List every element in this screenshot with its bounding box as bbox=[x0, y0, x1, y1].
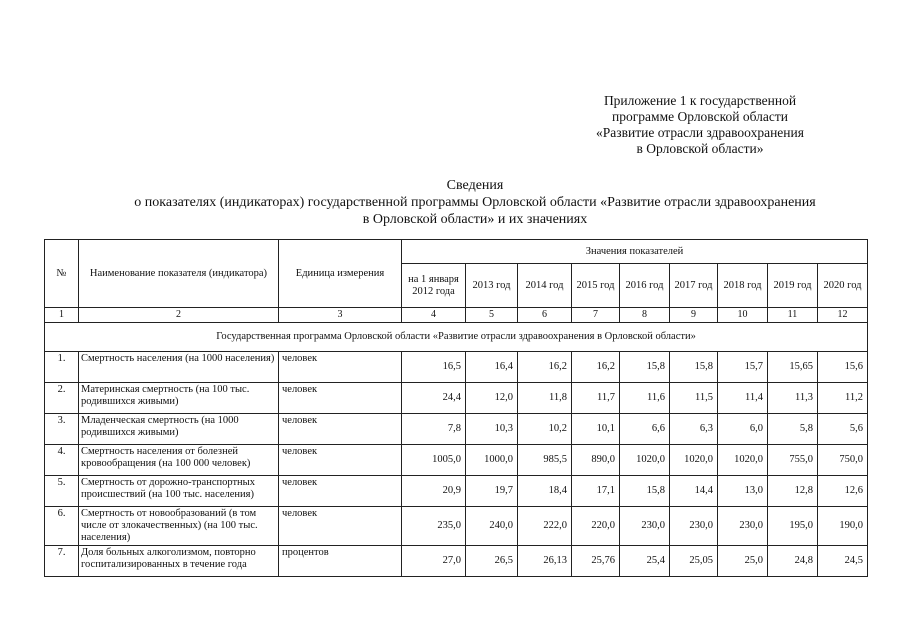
table-row bbox=[45, 352, 868, 383]
column-number: 7 bbox=[572, 308, 620, 323]
table-row bbox=[45, 507, 868, 546]
indicator-value: 15,6 bbox=[818, 352, 868, 383]
indicator-value: 11,2 bbox=[818, 383, 868, 414]
indicator-name: Смертность от дорожно-транспортных происшествий (на 100 тыс. населения) bbox=[79, 476, 279, 507]
row-number: 2. bbox=[45, 383, 79, 414]
row-number: 7. bbox=[45, 546, 79, 577]
indicator-name: Смертность населения от болезней кровообращения (на 100 000 человек) bbox=[79, 445, 279, 476]
indicator-value: 16,4 bbox=[466, 352, 518, 383]
header-year: 2019 год bbox=[768, 264, 818, 308]
indicator-value: 190,0 bbox=[818, 507, 868, 546]
indicator-value: 10,2 bbox=[518, 414, 572, 445]
indicator-value: 755,0 bbox=[768, 445, 818, 476]
header-indicator-name: Наименование показателя (индикатора) bbox=[79, 240, 279, 308]
appendix-line: в Орловской области» bbox=[636, 141, 764, 156]
appendix-line: Приложение 1 к государственной bbox=[603, 93, 797, 108]
indicator-unit: процентов bbox=[279, 546, 402, 577]
indicator-value: 18,4 bbox=[518, 476, 572, 507]
indicator-value: 24,8 bbox=[768, 546, 818, 577]
appendix-line: «Развитие отрасли здравоохранения bbox=[596, 125, 804, 140]
indicator-value: 890,0 bbox=[572, 445, 620, 476]
indicator-unit: человек bbox=[279, 445, 402, 476]
row-number: 1. bbox=[45, 352, 79, 383]
indicator-value: 24,4 bbox=[402, 383, 466, 414]
column-number: 2 bbox=[79, 308, 279, 323]
table-row bbox=[45, 383, 868, 414]
row-number: 4. bbox=[45, 445, 79, 476]
indicator-value: 5,6 bbox=[818, 414, 868, 445]
header-year: 2016 год bbox=[620, 264, 670, 308]
indicator-value: 6,3 bbox=[670, 414, 718, 445]
header-year: на 1 января 2012 года bbox=[402, 264, 466, 308]
indicator-value: 10,1 bbox=[572, 414, 620, 445]
indicator-value: 15,8 bbox=[620, 352, 670, 383]
column-number: 3 bbox=[279, 308, 402, 323]
indicator-unit: человек bbox=[279, 383, 402, 414]
indicator-value: 195,0 bbox=[768, 507, 818, 546]
table-row bbox=[45, 414, 868, 445]
document-title bbox=[60, 177, 890, 228]
indicator-value: 26,5 bbox=[466, 546, 518, 577]
header-year: 2018 год bbox=[718, 264, 768, 308]
indicator-unit: человек bbox=[279, 352, 402, 383]
indicator-value: 1020,0 bbox=[670, 445, 718, 476]
indicator-name: Младенческая смертность (на 1000 родившихся живыми) bbox=[79, 414, 279, 445]
table-header-row bbox=[45, 240, 868, 264]
indicator-value: 25,0 bbox=[718, 546, 768, 577]
indicator-value: 235,0 bbox=[402, 507, 466, 546]
header-year: 2013 год bbox=[466, 264, 518, 308]
section-row bbox=[45, 323, 868, 352]
column-number: 4 bbox=[402, 308, 466, 323]
indicator-value: 16,5 bbox=[402, 352, 466, 383]
indicator-value: 15,7 bbox=[718, 352, 768, 383]
indicator-value: 5,8 bbox=[768, 414, 818, 445]
indicator-value: 11,8 bbox=[518, 383, 572, 414]
indicator-value: 16,2 bbox=[572, 352, 620, 383]
indicator-name: Смертность населения (на 1000 населения) bbox=[79, 352, 279, 383]
indicator-value: 1020,0 bbox=[620, 445, 670, 476]
indicator-value: 16,2 bbox=[518, 352, 572, 383]
indicator-value: 27,0 bbox=[402, 546, 466, 577]
column-number: 6 bbox=[518, 308, 572, 323]
indicator-value: 26,13 bbox=[518, 546, 572, 577]
indicator-value: 1020,0 bbox=[718, 445, 768, 476]
indicator-value: 11,7 bbox=[572, 383, 620, 414]
indicator-rows bbox=[45, 352, 868, 577]
row-number: 5. bbox=[45, 476, 79, 507]
header-year: 2020 год bbox=[818, 264, 868, 308]
column-number: 1 bbox=[45, 308, 79, 323]
indicator-value: 11,6 bbox=[620, 383, 670, 414]
indicator-value: 15,8 bbox=[620, 476, 670, 507]
indicator-value: 985,5 bbox=[518, 445, 572, 476]
indicator-value: 7,8 bbox=[402, 414, 466, 445]
indicator-value: 6,0 bbox=[718, 414, 768, 445]
indicator-value: 230,0 bbox=[620, 507, 670, 546]
indicator-value: 11,4 bbox=[718, 383, 768, 414]
indicator-value: 15,65 bbox=[768, 352, 818, 383]
indicator-value: 1005,0 bbox=[402, 445, 466, 476]
indicator-unit: человек bbox=[279, 476, 402, 507]
header-no: № bbox=[45, 240, 79, 308]
indicator-value: 240,0 bbox=[466, 507, 518, 546]
row-number: 3. bbox=[45, 414, 79, 445]
indicator-value: 230,0 bbox=[670, 507, 718, 546]
row-number: 6. bbox=[45, 507, 79, 546]
indicator-value: 12,6 bbox=[818, 476, 868, 507]
column-number: 11 bbox=[768, 308, 818, 323]
indicator-name: Смертность от новообразований (в том числе от злокачественных) (на 100 тыс. населения) bbox=[79, 507, 279, 546]
header-year: 2015 год bbox=[572, 264, 620, 308]
indicator-value: 12,0 bbox=[466, 383, 518, 414]
indicators-table bbox=[44, 239, 868, 577]
indicator-value: 10,3 bbox=[466, 414, 518, 445]
indicator-value: 1000,0 bbox=[466, 445, 518, 476]
appendix-heading bbox=[585, 93, 815, 157]
title-line: Сведения bbox=[446, 178, 504, 193]
table-row bbox=[45, 476, 868, 507]
indicator-unit: человек bbox=[279, 414, 402, 445]
column-number: 5 bbox=[466, 308, 518, 323]
title-line: о показателях (индикаторах) государственной программы Орловской области «Развитие отрасли здравоохранения bbox=[134, 195, 816, 210]
indicator-value: 25,4 bbox=[620, 546, 670, 577]
indicator-value: 20,9 bbox=[402, 476, 466, 507]
header-year: 2017 год bbox=[670, 264, 718, 308]
indicator-value: 220,0 bbox=[572, 507, 620, 546]
indicator-value: 12,8 bbox=[768, 476, 818, 507]
title-line: в Орловской области» и их значениях bbox=[362, 212, 588, 227]
indicator-value: 6,6 bbox=[620, 414, 670, 445]
appendix-line: программе Орловской области bbox=[612, 109, 788, 124]
indicator-unit: человек bbox=[279, 507, 402, 546]
indicator-value: 11,3 bbox=[768, 383, 818, 414]
indicator-value: 25,76 bbox=[572, 546, 620, 577]
indicator-value: 13,0 bbox=[718, 476, 768, 507]
indicator-value: 17,1 bbox=[572, 476, 620, 507]
table-row bbox=[45, 445, 868, 476]
section-title: Государственная программа Орловской области «Развитие отрасли здравоохранения в Орловской области» bbox=[45, 323, 868, 352]
indicator-value: 222,0 bbox=[518, 507, 572, 546]
table-row bbox=[45, 546, 868, 577]
indicator-value: 11,5 bbox=[670, 383, 718, 414]
indicator-value: 15,8 bbox=[670, 352, 718, 383]
column-number: 10 bbox=[718, 308, 768, 323]
column-number: 12 bbox=[818, 308, 868, 323]
column-number: 8 bbox=[620, 308, 670, 323]
indicator-value: 230,0 bbox=[718, 507, 768, 546]
column-numbers-row bbox=[45, 308, 868, 323]
header-unit: Единица измерения bbox=[279, 240, 402, 308]
indicator-value: 14,4 bbox=[670, 476, 718, 507]
column-number: 9 bbox=[670, 308, 718, 323]
indicator-value: 750,0 bbox=[818, 445, 868, 476]
indicator-value: 25,05 bbox=[670, 546, 718, 577]
indicator-value: 24,5 bbox=[818, 546, 868, 577]
header-values-group: Значения показателей bbox=[402, 240, 868, 264]
indicator-name: Доля больных алкоголизмом, повторно госпитализированных в течение года bbox=[79, 546, 279, 577]
indicator-value: 19,7 bbox=[466, 476, 518, 507]
header-year: 2014 год bbox=[518, 264, 572, 308]
indicator-name: Материнская смертность (на 100 тыс. родившихся живыми) bbox=[79, 383, 279, 414]
